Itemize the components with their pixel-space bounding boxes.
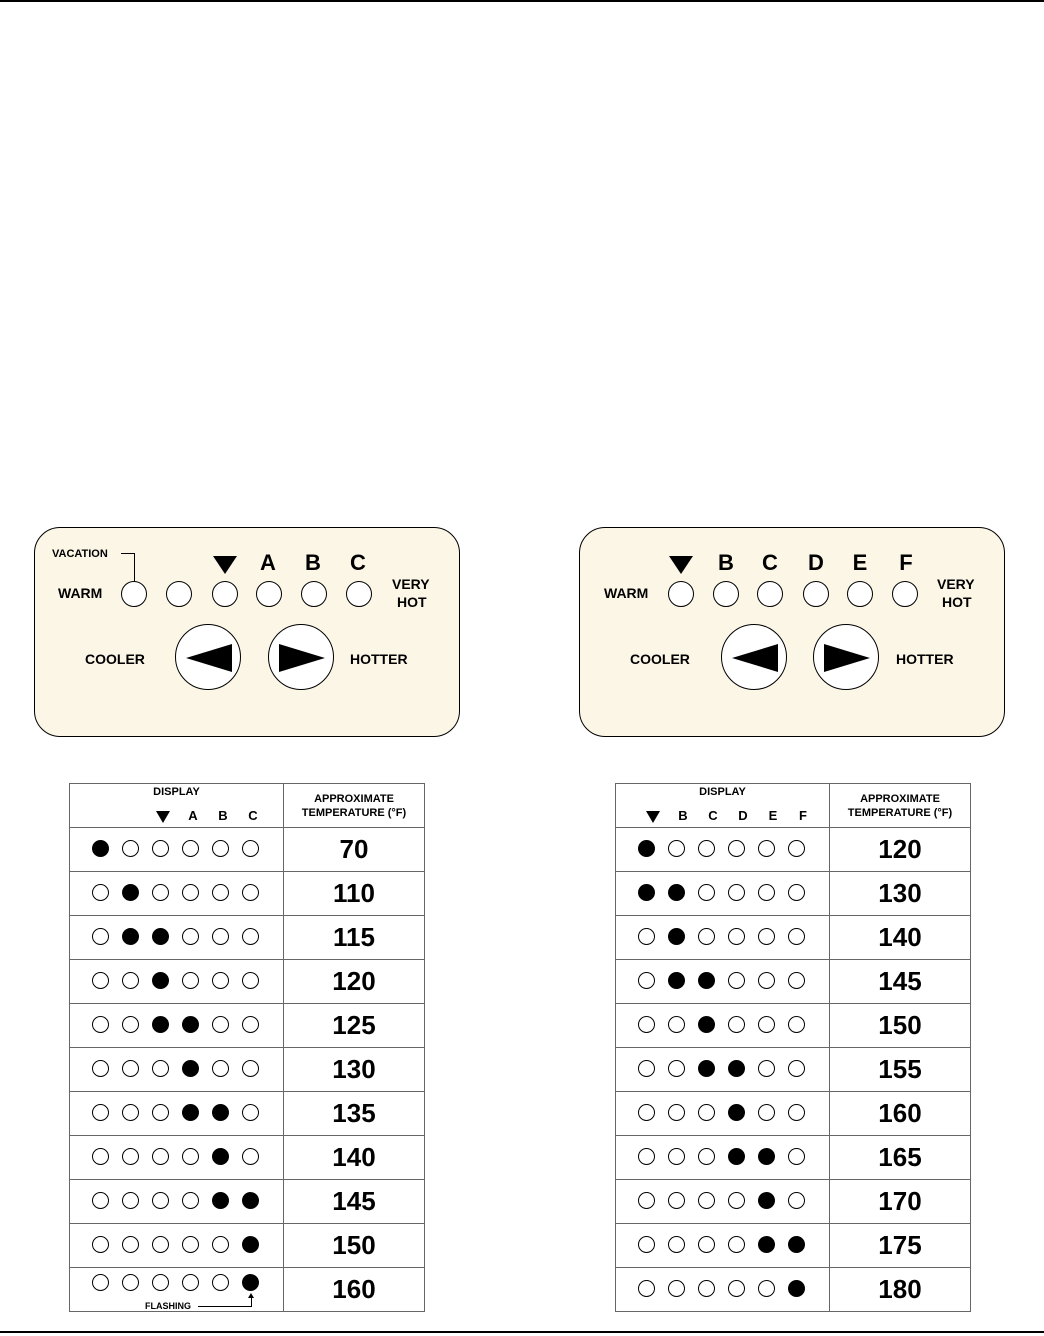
led-pattern-cell [70,916,284,960]
led-on-icon [242,1236,259,1253]
temperature-value: 150 [830,1004,971,1048]
led-off-icon [92,1192,109,1209]
led-on-icon [728,1060,745,1077]
led-off-icon [92,1236,109,1253]
temperature-value: 155 [830,1048,971,1092]
led-off-icon [788,1060,805,1077]
temperature-value: 150 [284,1224,425,1268]
led-off-icon [788,1016,805,1033]
table-row [70,960,425,1004]
table-row [70,1048,425,1092]
led-on-icon [758,1192,775,1209]
temperature-table-right [615,783,971,1312]
led-pattern [92,1148,272,1170]
led-off-icon [638,1148,655,1165]
led-off-icon [152,1060,169,1077]
led-off-icon [212,1274,229,1291]
temperature-value: 125 [284,1004,425,1048]
led-off-icon [638,1236,655,1253]
led-off-icon [668,840,685,857]
letter-e: E [852,550,868,575]
led-on-icon [212,1192,229,1209]
temp-header-line2: TEMPERATURE (°F) [847,806,953,819]
led-off-icon [758,884,775,901]
led-pattern-cell [616,1092,830,1136]
col-label-b: B [218,808,228,823]
temperature-value: 115 [284,916,425,960]
led-off-icon [698,1104,715,1121]
hotter-label: HOTTER [896,651,954,667]
led-6 [892,581,918,607]
led-off-icon [212,1236,229,1253]
cooler-button[interactable] [175,624,241,690]
led-pattern [638,1148,818,1170]
led-off-icon [212,928,229,945]
led-on-icon [152,1016,169,1033]
table-row [70,828,425,872]
table-row [616,828,971,872]
led-on-icon [122,928,139,945]
temp-header-line2: TEMPERATURE (°F) [301,806,407,819]
led-on-icon [242,1274,259,1291]
led-off-icon [638,1016,655,1033]
led-off-icon [92,928,109,945]
temperature-value: 140 [830,916,971,960]
led-off-icon [92,1016,109,1033]
led-on-icon [182,1060,199,1077]
led-pattern [638,884,818,906]
led-off-icon [668,1148,685,1165]
led-on-icon [728,1148,745,1165]
temperature-value: 175 [830,1224,971,1268]
vacation-label: VACATION [52,548,108,560]
led-off-icon [242,840,259,857]
cooler-button[interactable] [721,624,787,690]
led-on-icon [242,1192,259,1209]
led-off-icon [182,928,199,945]
led-pattern-cell [70,1136,284,1180]
led-3 [757,581,783,607]
letter-d: D [808,550,824,575]
led-off-icon [212,840,229,857]
led-off-icon [728,1236,745,1253]
led-off-icon [788,884,805,901]
led-on-icon [788,1280,805,1297]
temperature-header [830,784,971,828]
led-off-icon [212,1016,229,1033]
led-off-icon [758,928,775,945]
led-pattern [92,840,272,862]
led-off-icon [788,1192,805,1209]
flashing-leader-up [251,1297,252,1307]
table-row [616,1224,971,1268]
right-arrow-icon [269,625,335,691]
led-off-icon [242,1060,259,1077]
led-on-icon [638,884,655,901]
cooler-label: COOLER [630,651,690,667]
temperature-value: 120 [830,828,971,872]
letter-b: B [718,550,734,575]
led-off-icon [182,1274,199,1291]
led-pattern-cell [70,1224,284,1268]
led-off-icon [92,1148,109,1165]
led-off-icon [668,1192,685,1209]
led-off-icon [698,1148,715,1165]
led-off-icon [242,1016,259,1033]
led-off-icon [92,1274,109,1291]
led-off-icon [728,1192,745,1209]
setpoint-triangle-icon [213,556,237,574]
temperature-value: 140 [284,1136,425,1180]
led-off-icon [758,1280,775,1297]
led-off-icon [182,972,199,989]
led-off-icon [152,1236,169,1253]
temperature-value: 170 [830,1180,971,1224]
display-header-cell [70,784,284,828]
led-pattern [92,1016,272,1038]
led-pattern-cell [70,1092,284,1136]
right-arrow-icon [814,625,880,691]
led-pattern-cell [616,1224,830,1268]
very-label: VERY [392,576,430,592]
led-off-icon [788,840,805,857]
col-label-e: E [768,808,778,823]
control-panel-right [579,527,1005,737]
led-on-icon [212,1148,229,1165]
led-off-icon [242,972,259,989]
led-off-icon [122,1236,139,1253]
led-off-icon [668,1016,685,1033]
letter-a: A [260,550,276,575]
col-label-d: D [738,808,748,823]
led-5 [847,581,873,607]
temperature-header [284,784,425,828]
led-off-icon [668,1280,685,1297]
table-row [616,960,971,1004]
led-pattern-cell [616,916,830,960]
led-off-icon [698,1280,715,1297]
table-row [70,1092,425,1136]
table-row [70,1136,425,1180]
led-pattern-cell [616,1268,830,1312]
led-on-icon [758,1148,775,1165]
led-off-icon [758,1060,775,1077]
led-off-icon [788,1148,805,1165]
led-off-icon [242,928,259,945]
led-off-icon [788,972,805,989]
col-label-b: B [678,808,688,823]
led-pattern [638,1060,818,1082]
led-pattern [92,1104,272,1126]
led-off-icon [182,1192,199,1209]
led-off-icon [698,840,715,857]
arrow-up-icon [248,1293,254,1298]
temp-header-line1: APPROXIMATE [860,792,940,805]
led-off-icon [758,972,775,989]
led-pattern-cell [616,960,830,1004]
led-off-icon [698,928,715,945]
led-on-icon [92,840,109,857]
led-off-icon [242,1104,259,1121]
led-on-icon [698,972,715,989]
led-pattern-cell [70,1004,284,1048]
led-off-icon [92,1104,109,1121]
led-pattern-cell [70,1180,284,1224]
led-off-icon [728,928,745,945]
led-on-icon [728,1104,745,1121]
led-on-icon [212,1104,229,1121]
col-label-c: C [248,808,258,823]
table-row [70,916,425,960]
temperature-value: 130 [830,872,971,916]
led-off-icon [212,972,229,989]
table-row [70,872,425,916]
temperature-value: 110 [284,872,425,916]
temperature-value: 70 [284,828,425,872]
led-pattern-cell [70,828,284,872]
led-off-icon [668,1060,685,1077]
led-off-icon [638,1280,655,1297]
led-pattern-cell [616,1180,830,1224]
led-off-icon [152,1274,169,1291]
led-pattern-cell [70,1268,284,1312]
led-pattern [92,1274,272,1296]
temperature-value: 145 [830,960,971,1004]
temperature-table-left [69,783,425,1312]
led-pattern [638,928,818,950]
display-header-cell [616,784,830,828]
led-off-icon [698,1236,715,1253]
led-pattern [92,884,272,906]
col-label-a: A [188,808,198,823]
led-off-icon [212,1060,229,1077]
led-off-icon [92,972,109,989]
led-off-icon [728,972,745,989]
led-off-icon [758,840,775,857]
led-pattern [92,928,272,950]
led-on-icon [182,1104,199,1121]
temperature-value: 160 [284,1268,425,1312]
led-off-icon [728,1016,745,1033]
cooler-label: COOLER [85,651,145,667]
table-row [70,1268,425,1312]
temperature-value: 145 [284,1180,425,1224]
letter-f: F [899,550,913,575]
triangle-icon [156,811,170,823]
led-off-icon [182,840,199,857]
table-row [616,1136,971,1180]
led-on-icon [698,1016,715,1033]
table-row [616,916,971,960]
table-row [616,1048,971,1092]
led-pattern-cell [70,960,284,1004]
led-off-icon [122,1016,139,1033]
led-5 [301,581,327,607]
temperature-value: 165 [830,1136,971,1180]
display-header: DISPLAY [699,786,746,798]
led-on-icon [788,1236,805,1253]
led-4 [803,581,829,607]
col-label-f: F [799,808,807,823]
table-row [616,1180,971,1224]
led-off-icon [122,1060,139,1077]
led-off-icon [122,1192,139,1209]
led-pattern [638,1280,818,1302]
led-off-icon [758,1016,775,1033]
led-pattern-cell [616,1136,830,1180]
led-off-icon [728,884,745,901]
led-2 [166,581,192,607]
led-on-icon [638,840,655,857]
led-off-icon [638,1060,655,1077]
led-off-icon [122,1274,139,1291]
led-on-icon [152,928,169,945]
display-header: DISPLAY [153,786,200,798]
led-off-icon [668,1236,685,1253]
hotter-button[interactable] [268,624,334,690]
temperature-value: 135 [284,1092,425,1136]
letter-c: C [350,550,366,575]
led-off-icon [182,1236,199,1253]
temp-header-line1: APPROXIMATE [314,792,394,805]
led-6 [346,581,372,607]
led-on-icon [758,1236,775,1253]
led-off-icon [212,884,229,901]
temperature-value: 130 [284,1048,425,1092]
led-off-icon [152,1104,169,1121]
led-pattern-cell [616,1004,830,1048]
led-off-icon [152,884,169,901]
led-2 [713,581,739,607]
led-off-icon [698,1192,715,1209]
led-pattern-cell [616,1048,830,1092]
led-off-icon [638,1104,655,1121]
led-pattern-cell [616,828,830,872]
temperature-value: 160 [830,1092,971,1136]
led-off-icon [728,840,745,857]
led-off-icon [152,1192,169,1209]
led-pattern [638,840,818,862]
led-off-icon [92,884,109,901]
led-off-icon [668,1104,685,1121]
led-1 [121,581,147,607]
bottom-rule [0,1331,1044,1333]
led-off-icon [122,1148,139,1165]
led-off-icon [728,1280,745,1297]
led-off-icon [182,884,199,901]
led-off-icon [638,972,655,989]
top-rule [0,0,1044,2]
led-pattern [92,1192,272,1214]
left-arrow-icon [722,625,788,691]
table-row [616,1268,971,1312]
led-4 [256,581,282,607]
hot-label: HOT [942,594,972,610]
led-pattern [638,1236,818,1258]
control-panel-left [34,527,460,737]
table-row [616,872,971,916]
flashing-leader-line [198,1306,251,1307]
led-pattern-cell [70,1048,284,1092]
led-1 [668,581,694,607]
hotter-label: HOTTER [350,651,408,667]
led-off-icon [122,1104,139,1121]
vacation-leader-line [121,553,135,582]
led-off-icon [92,1060,109,1077]
warm-label: WARM [58,585,103,601]
table-row [70,1180,425,1224]
led-off-icon [182,1148,199,1165]
led-3 [212,581,238,607]
led-off-icon [152,840,169,857]
led-off-icon [698,884,715,901]
col-label-c: C [708,808,718,823]
warm-label: WARM [604,585,649,601]
led-off-icon [122,972,139,989]
led-off-icon [242,1148,259,1165]
very-label: VERY [937,576,975,592]
led-pattern [92,1236,272,1258]
led-off-icon [788,928,805,945]
table-row [70,1004,425,1048]
hot-label: HOT [397,594,427,610]
temperature-value: 180 [830,1268,971,1312]
led-pattern [638,1104,818,1126]
led-off-icon [758,1104,775,1121]
led-off-icon [638,928,655,945]
led-on-icon [122,884,139,901]
table-row [616,1004,971,1048]
led-on-icon [668,884,685,901]
led-pattern [92,972,272,994]
led-off-icon [788,1104,805,1121]
letter-c: C [762,550,778,575]
temperature-value: 120 [284,960,425,1004]
led-off-icon [242,884,259,901]
left-arrow-icon [176,625,242,691]
led-off-icon [122,840,139,857]
led-pattern-cell [616,872,830,916]
table-row [70,1224,425,1268]
led-off-icon [152,1148,169,1165]
led-pattern [638,1192,818,1214]
table-row [616,1092,971,1136]
led-on-icon [182,1016,199,1033]
led-on-icon [668,928,685,945]
hotter-button[interactable] [813,624,879,690]
led-pattern [638,1016,818,1038]
display-column-labels [638,808,818,823]
letter-b: B [305,550,321,575]
led-on-icon [668,972,685,989]
display-column-labels [148,808,268,823]
led-pattern-cell [70,872,284,916]
led-pattern [638,972,818,994]
flashing-note: FLASHING [145,1301,191,1311]
led-pattern [92,1060,272,1082]
triangle-icon [646,811,660,823]
led-on-icon [698,1060,715,1077]
led-off-icon [638,1192,655,1209]
setpoint-triangle-icon [669,556,693,574]
led-on-icon [152,972,169,989]
